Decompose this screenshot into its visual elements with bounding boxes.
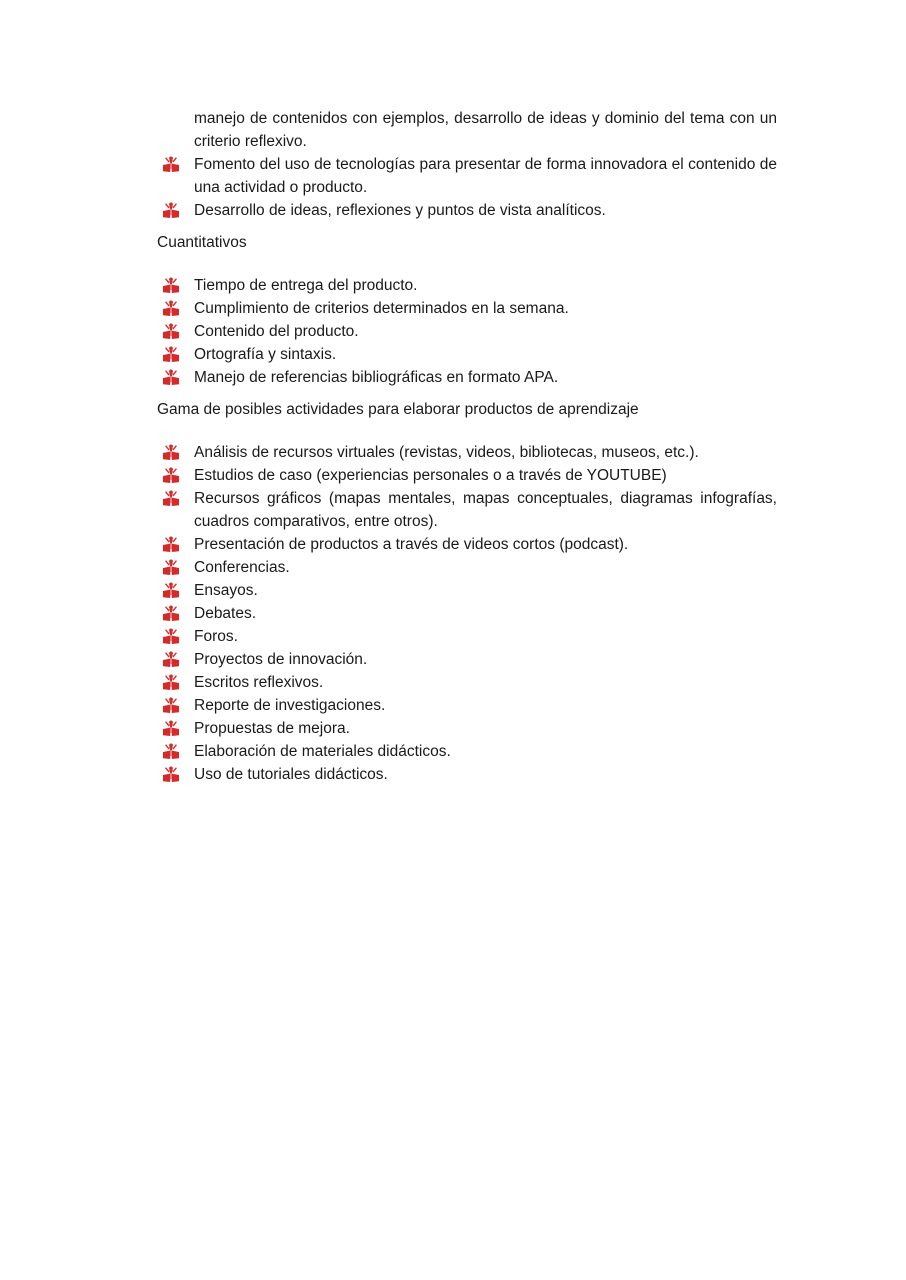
qualitative-item [157, 153, 777, 199]
book-emblem-icon [162, 766, 180, 783]
book-emblem-icon [162, 490, 180, 507]
activity-item-text: Proyectos de innovación. [194, 651, 368, 668]
quantitative-criteria-list [157, 274, 777, 389]
activity-item [157, 533, 777, 556]
activity-item-text: Análisis de recursos virtuales (revistas, videos, bibliotecas, museos, etc.). [194, 444, 699, 461]
activity-item-text: Presentación de productos a través de videos cortos (podcast). [194, 536, 629, 553]
quantitative-item [157, 297, 777, 320]
quantitative-item-text: Ortografía y sintaxis. [194, 346, 337, 363]
activity-item [157, 556, 777, 579]
document-page [157, 107, 777, 786]
activity-item-text: Debates. [194, 605, 257, 622]
qualitative-item [157, 199, 777, 222]
book-emblem-icon [162, 605, 180, 622]
book-emblem-icon [162, 697, 180, 714]
activity-item-text: Conferencias. [194, 559, 290, 576]
activity-item-text: Ensayos. [194, 582, 258, 599]
continuation-paragraph: manejo de contenidos con ejemplos, desarrollo de ideas y dominio del tema con un criterio reflexivo. [194, 110, 777, 150]
activity-item [157, 717, 777, 740]
book-emblem-icon [162, 651, 180, 668]
activity-item-text: Escritos reflexivos. [194, 674, 324, 691]
book-emblem-icon [162, 674, 180, 691]
quantitative-item [157, 320, 777, 343]
book-emblem-icon [162, 346, 180, 363]
activity-item [157, 694, 777, 717]
activity-item-text: Uso de tutoriales didácticos. [194, 766, 388, 783]
activity-item-text: Foros. [194, 628, 238, 645]
book-emblem-icon [162, 444, 180, 461]
quantitative-item-text: Tiempo de entrega del producto. [194, 277, 418, 294]
book-emblem-icon [162, 559, 180, 576]
activity-item-text: Estudios de caso (experiencias personales o a través de YOUTUBE) [194, 467, 667, 484]
book-emblem-icon [162, 202, 180, 219]
activity-item [157, 648, 777, 671]
book-emblem-icon [162, 467, 180, 484]
book-emblem-icon [162, 369, 180, 386]
activity-item-text: Propuestas de mejora. [194, 720, 350, 737]
activity-item-text: Reporte de investigaciones. [194, 697, 386, 714]
activity-item [157, 464, 777, 487]
quantitative-item [157, 366, 777, 389]
activities-heading: Gama de posibles actividades para elaborar productos de aprendizaje [157, 401, 639, 418]
quantitative-item-text: Contenido del producto. [194, 323, 359, 340]
quantitative-item-text: Manejo de referencias bibliográficas en formato APA. [194, 369, 559, 386]
book-emblem-icon [162, 156, 180, 173]
book-emblem-icon [162, 323, 180, 340]
activities-list [157, 441, 777, 786]
book-emblem-icon [162, 536, 180, 553]
book-emblem-icon [162, 277, 180, 294]
quantitative-item [157, 343, 777, 366]
activity-item [157, 625, 777, 648]
book-emblem-icon [162, 582, 180, 599]
activity-item [157, 740, 777, 763]
activity-item [157, 671, 777, 694]
book-emblem-icon [162, 743, 180, 760]
quantitative-item-text: Cumplimiento de criterios determinados en la semana. [194, 300, 569, 317]
qualitative-item-text: Desarrollo de ideas, reflexiones y puntos de vista analíticos. [194, 202, 606, 219]
book-emblem-icon [162, 300, 180, 317]
quantitative-heading: Cuantitativos [157, 234, 247, 251]
activity-item [157, 763, 777, 786]
qualitative-criteria-list [157, 153, 777, 222]
activity-item [157, 441, 777, 464]
quantitative-item [157, 274, 777, 297]
activity-item-text: Recursos gráficos (mapas mentales, mapas conceptuales, diagramas infografías, cuadros comparativos, entre otros). [194, 490, 777, 530]
activity-item [157, 579, 777, 602]
activity-item [157, 602, 777, 625]
qualitative-item-text: Fomento del uso de tecnologías para presentar de forma innovadora el contenido de una actividad o producto. [194, 156, 777, 196]
activity-item-text: Elaboración de materiales didácticos. [194, 743, 451, 760]
book-emblem-icon [162, 720, 180, 737]
activity-item [157, 487, 777, 533]
book-emblem-icon [162, 628, 180, 645]
